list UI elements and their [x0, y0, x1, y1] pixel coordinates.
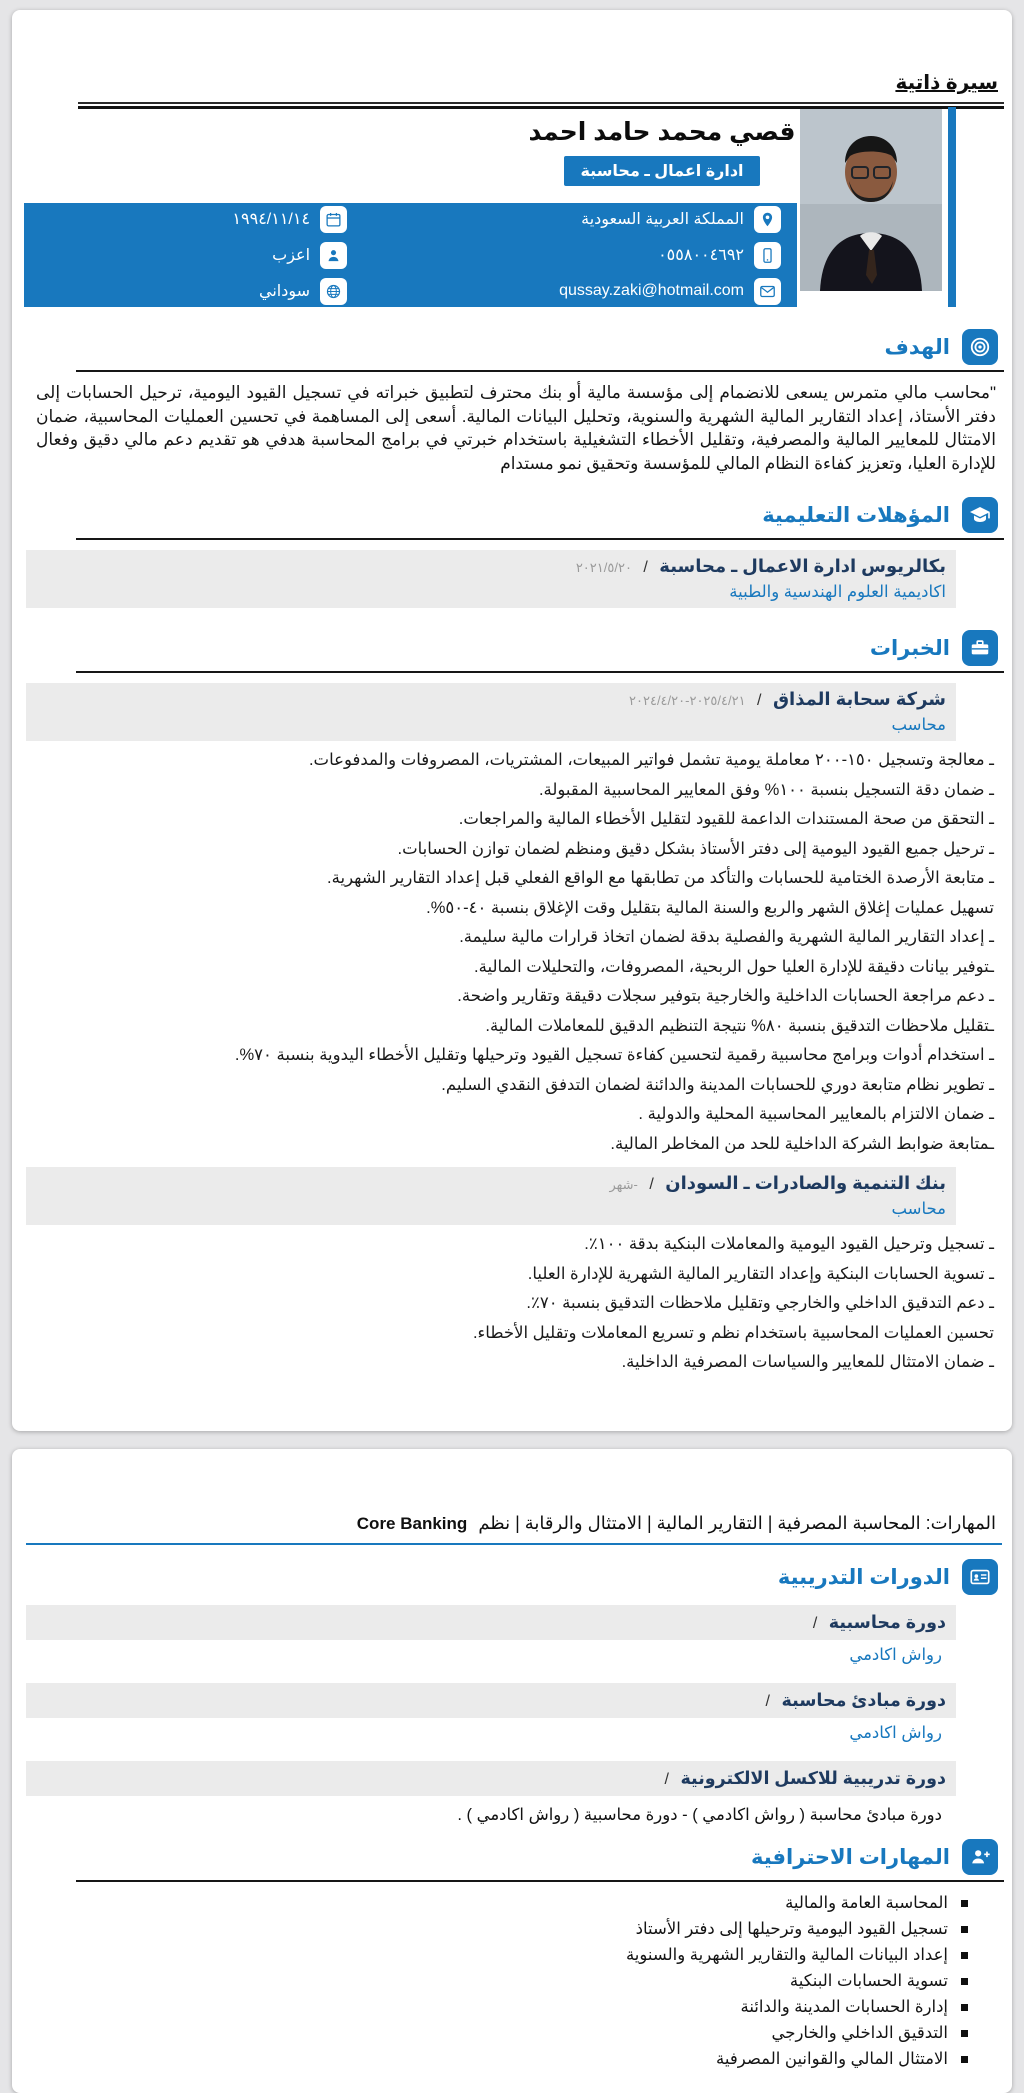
separator: /	[664, 1771, 669, 1788]
contact-birth-date	[24, 206, 395, 233]
skills-summary-highlight: Core Banking	[356, 1514, 468, 1533]
section-rule	[76, 538, 1004, 540]
graduation-cap-icon	[962, 497, 998, 533]
professional-skills-list	[12, 1890, 1012, 2072]
company-name: شركة سحابة المذاق	[772, 689, 946, 709]
separator: /	[812, 1615, 818, 1632]
professional-skill-item	[12, 1942, 1012, 1968]
professional-skill-text: المحاسبة العامة والمالية	[785, 1894, 948, 1912]
profile-photo	[800, 109, 942, 291]
contact-location-text: المملكة العربية السعودية	[581, 211, 744, 228]
square-bullet-icon	[961, 2004, 968, 2011]
professional-skill-item	[12, 2046, 1012, 2072]
square-bullet-icon	[961, 1926, 968, 1933]
experience-bullet: ـتقليل ملاحظات التدقيق بنسبة ٨٠% نتيجة التنظيم الدقيق للمعاملات المالية.	[485, 1016, 994, 1035]
experience-bullet: ـ تسجيل وترحيل القيود اليومية والمعاملات البنكية بدقة ١٠٠٪.	[584, 1235, 994, 1253]
separator: /	[649, 1176, 654, 1193]
contact-bar	[24, 203, 797, 307]
section-education-title: المؤهلات التعليمية	[762, 503, 950, 527]
experience-bullet: ـ دعم التدقيق الداخلي والخارجي وتقليل ملاحظات التدقيق بنسبة ٧٠٪.	[526, 1294, 994, 1312]
experience-bullet: ـ معالجة وتسجيل ١٥٠-٢٠٠ معاملة يومية تشمل فواتير المبيعات، المشتريات، المصروفات والمدفوعات.	[308, 751, 994, 769]
id-card-icon	[962, 1559, 998, 1595]
section-professional-skills-title: المهارات الاحترافية	[751, 1845, 950, 1869]
contact-email	[395, 278, 797, 305]
professional-skill-text: تسجيل القيود اليومية وترحيلها إلى دفتر الأستاذ	[635, 1920, 948, 1938]
contact-marital-status-text: اعزب	[272, 247, 311, 264]
section-rule	[76, 671, 1004, 673]
experience-bullet: ـ متابعة الأرصدة الختامية للحسابات والتأكد من تطابقها مع الواقع الفعلي قبل إعداد التقارير الشهرية.	[327, 869, 994, 887]
person-icon	[320, 242, 347, 269]
name-block	[507, 117, 817, 186]
experience-bullet: تسهيل عمليات إغلاق الشهر والربع والسنة المالية بتقليل وقت الإغلاق بنسبة ٤٠-٥٠%.	[426, 898, 994, 917]
mobile-phone-icon	[754, 242, 781, 269]
courses-note: دورة مبادئ محاسبة ( رواش اكادمي ) - دورة محاسبية ( رواش اكادمي ) .	[457, 1806, 942, 1824]
course-provider: رواش اكادمي	[849, 1724, 942, 1742]
professional-skill-text: الامتثال المالي والقوانين المصرفية	[716, 2050, 948, 2068]
contact-email-text: qussay.zaki@hotmail.com	[559, 282, 744, 299]
experience-bullet: ـ تسوية الحسابات البنكية وإعداد التقارير المالية الشهرية للإدارة العليا.	[527, 1264, 994, 1283]
experience-bullet: ـ ضمان الامتثال للمعايير والسياسات المصرفية الداخلية.	[621, 1353, 994, 1371]
experience-entry-line	[36, 689, 946, 710]
objective-text: "محاسب مالي متمرس يسعى للانضمام إلى مؤسسة مالية أو بنك محترف لتطبيق خبراته في تسجيل القيود اليومية، ترحيل الحسابات إلى دفتر الأستاذ، إعداد التقارير المالية الشهرية والسنوية، وتحليل البيانات المالية. أسعى إلى المساهمة في تحسين العمليات المحاسبية، ضمان الامتثال للمعايير المالية والمصرفية، وتقليل الأخطاء التشغيلية باستخدام خبرتي في برامج المحاسبة هدفي هو تقديم دعم مالي دقيق وفعال للإدارة العليا، وتعزيز كفاءة النظام المالي للمؤسسة وتحقيق نمو مستدام	[36, 383, 996, 473]
course-name: دورة تدريبية للاكسل الالكترونية	[680, 1768, 946, 1788]
target-icon	[962, 329, 998, 365]
skills-summary	[28, 1513, 996, 1534]
contact-marital-status	[24, 242, 395, 269]
experience-bullets-2	[12, 1230, 1012, 1378]
square-bullet-icon	[961, 1978, 968, 1985]
separator: /	[643, 559, 648, 576]
job-period: -شهر	[609, 1177, 638, 1192]
degree-title: بكالريوس ادارة الاعمال ـ محاسبة	[659, 556, 946, 576]
contact-birth-date-text: ١٩٩٤/١١/١٤	[232, 211, 311, 228]
experience-bullet: ـ إعداد التقارير المالية الشهرية والفصلية بدقة لضمان اتخاذ قرارات مالية سليمة.	[459, 928, 994, 946]
job-period: ٢٠٢٥/٤/٢١-٢٠٢٤/٤/٢٠	[629, 693, 746, 708]
cv-page-2	[12, 1449, 1012, 2093]
experience-bullet: ـتوفير بيانات دقيقة للإدارة العليا حول الربحية، المصروفات، والتحليلات المالية.	[474, 957, 994, 976]
section-professional-skills-header	[12, 1839, 1012, 1875]
contact-nationality-text: سوداني	[259, 283, 311, 300]
professional-skill-item	[12, 2020, 1012, 2046]
map-pin-icon	[754, 206, 781, 233]
experience-bullet: تحسين العمليات المحاسبية باستخدام نظم و تسريع المعاملات وتقليل الأخطاء.	[472, 1323, 994, 1342]
experience-bullet: ـمتابعة ضوابط الشركة الداخلية للحد من المخاطر المالية.	[610, 1134, 994, 1153]
experience-bullet: ـ التحقق من صحة المستندات الداعمة للقيود لتقليل الأخطاء المالية والمراجعات.	[458, 810, 994, 828]
section-rule	[76, 370, 1004, 372]
skills-rule	[26, 1543, 1002, 1545]
professional-skill-item	[12, 1994, 1012, 2020]
course-name: دورة مبادئ محاسبة	[781, 1690, 946, 1710]
experience-bullets-1	[12, 746, 1012, 1159]
briefcase-icon	[962, 630, 998, 666]
globe-icon	[320, 278, 347, 305]
job-role: محاسب	[891, 1200, 946, 1218]
contact-nationality	[24, 278, 395, 305]
contact-phone-text: ٠٥٥٨٠٠٤٦٩٢	[658, 247, 744, 264]
title-rule	[78, 102, 1004, 109]
section-courses-title: الدورات التدريبية	[777, 1565, 950, 1589]
separator: /	[765, 1693, 770, 1710]
square-bullet-icon	[961, 1900, 968, 1907]
professional-skill-text: تسوية الحسابات البنكية	[789, 1972, 948, 1990]
experience-bullet: ـ ترحيل جميع القيود اليومية إلى دفتر الأستاذ بشكل دقيق ومنظم لضمان توازن الحسابات.	[397, 839, 994, 858]
experience-bullet: ـ ضمان دقة التسجيل بنسبة ١٠٠% وفق المعايير المحاسبية المقبولة.	[538, 780, 994, 799]
role-badge: ادارة اعمال ـ محاسبة	[564, 156, 759, 186]
section-experience-title: الخبرات	[869, 636, 950, 660]
header-accent-stripe	[948, 107, 956, 307]
skills-summary-text: المهارات: المحاسبة المصرفية | التقارير المالية | الامتثال والرقابة | نظم	[478, 1513, 996, 1533]
square-bullet-icon	[961, 1952, 968, 1959]
document-title: سيرة ذاتية	[895, 72, 998, 94]
cv-page-1	[12, 10, 1012, 1431]
contact-location	[395, 206, 797, 233]
professional-skill-text: إعداد البيانات المالية والتقارير الشهرية والسنوية	[625, 1946, 948, 1964]
professional-skill-text: التدقيق الداخلي والخارجي	[771, 2024, 948, 2042]
experience-entry-line	[36, 1173, 946, 1194]
contact-column-left	[24, 203, 395, 307]
professional-skill-item	[12, 1916, 1012, 1942]
section-objective-header	[12, 329, 1012, 365]
contact-column-right	[395, 203, 797, 307]
course-provider: رواش اكادمي	[849, 1646, 942, 1664]
course-name: دورة محاسبية	[828, 1612, 946, 1632]
section-courses-header	[12, 1559, 1012, 1595]
square-bullet-icon	[961, 2030, 968, 2037]
person-plus-icon	[962, 1839, 998, 1875]
section-education-header	[12, 497, 1012, 533]
separator: /	[757, 692, 762, 709]
experience-entry-1	[26, 683, 956, 741]
cv-header	[12, 117, 1012, 307]
job-role: محاسب	[891, 716, 946, 734]
company-name: بنك التنمية والصادرات ـ السودان	[665, 1173, 946, 1193]
experience-bullet: ـ استخدام أدوات وبرامج محاسبية رقمية لتحسين كفاءة تسجيل القيود وترحيلها وتقليل الأخطاء اليدوية بنسبة ٧٠%.	[234, 1046, 994, 1064]
section-rule	[76, 1880, 1004, 1882]
experience-bullet: ـ تطوير نظام متابعة دوري للحسابات المدينة والدائنة لضمان التدفق النقدي السليم.	[441, 1075, 994, 1094]
professional-skill-item	[12, 1890, 1012, 1916]
professional-skill-text: إدارة الحسابات المدينة والدائنة	[740, 1998, 948, 2016]
professional-skill-item	[12, 1968, 1012, 1994]
profile-photo-image	[800, 109, 942, 291]
section-experience-header	[12, 630, 1012, 666]
experience-bullet: ـ ضمان الالتزام بالمعايير المحاسبية المحلية والدولية .	[638, 1105, 994, 1123]
degree-date: ٢٠٢١/٥/٢٠	[575, 560, 632, 575]
experience-bullet: ـ دعم مراجعة الحسابات الداخلية والخارجية بتوفير سجلات دقيقة وتقارير واضحة.	[457, 987, 994, 1005]
course-entry-1	[26, 1605, 956, 1640]
education-entry	[26, 550, 956, 608]
calendar-icon	[320, 206, 347, 233]
contact-phone	[395, 242, 797, 269]
education-entry-line	[36, 556, 946, 577]
course-entry-2	[26, 1683, 956, 1718]
institution-name: اكاديمية العلوم الهندسية والطبية	[729, 583, 946, 601]
person-name: قصي محمد حامد احمد	[528, 118, 796, 146]
section-objective-title: الهدف	[884, 335, 950, 359]
course-entry-3	[26, 1761, 956, 1796]
square-bullet-icon	[961, 2056, 968, 2063]
experience-entry-2	[26, 1167, 956, 1225]
envelope-icon	[754, 278, 781, 305]
